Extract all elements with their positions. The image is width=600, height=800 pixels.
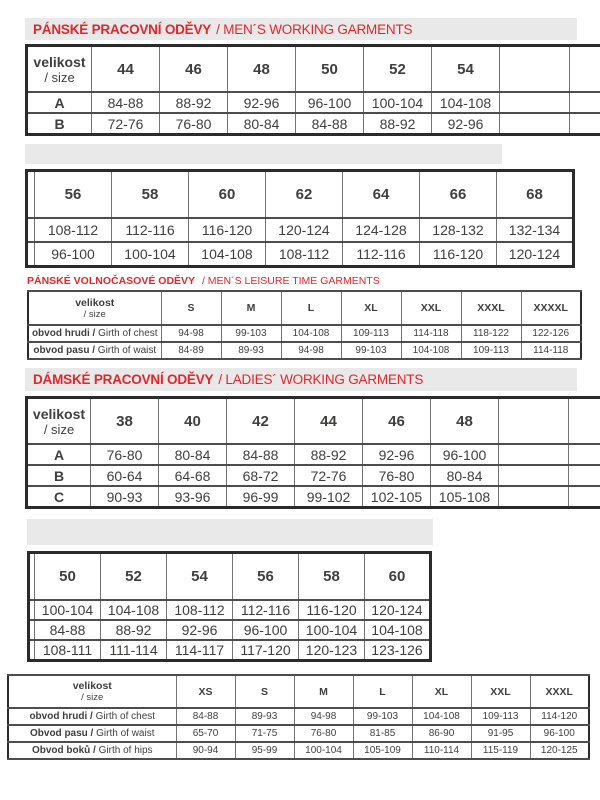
size-column-header: 58 (112, 171, 189, 219)
value-cell: 64-68 (159, 465, 227, 486)
measurement-row (28, 325, 581, 342)
size-column-header: 52 (101, 553, 167, 601)
row-label-cell: B (27, 465, 91, 486)
size-header-row (27, 46, 600, 93)
value-cell: 99-103 (341, 342, 401, 359)
clipped-column-header (499, 398, 569, 445)
value-cell: 96-100 (35, 242, 112, 267)
ladies-working-sizes-table-part1 (25, 396, 600, 509)
value-cell: 88-92 (364, 113, 432, 135)
measurement-row (27, 486, 600, 508)
table-corner-label (8, 675, 176, 708)
clipped-cell (569, 486, 600, 508)
size-column-header: 68 (497, 171, 574, 219)
value-cell: 114-120 (530, 708, 589, 725)
value-cell: 100-104 (364, 92, 432, 113)
row-label-czech: Obvod pasu / (30, 728, 94, 739)
corner-line-velikost: velikost (33, 53, 86, 70)
value-cell: 109-113 (471, 708, 530, 725)
size-header-row (28, 291, 581, 325)
mens-leisure-sizes-table (27, 290, 582, 360)
measurement-row (29, 640, 431, 661)
corner-line-size: / size (43, 421, 75, 437)
value-cell: 116-120 (189, 218, 266, 242)
value-cell: 96-100 (431, 444, 499, 465)
value-cell: 76-80 (363, 465, 431, 486)
value-cell: 96-100 (296, 92, 364, 113)
row-label-english: Girth of chest (95, 711, 156, 722)
size-header-row (27, 171, 574, 219)
value-cell: 72-76 (295, 465, 363, 486)
section-title-ladies-working (25, 368, 577, 391)
section-title-english: / MEN´S LEISURE TIME GARMENTS (201, 275, 380, 287)
mens-working-sizes-table-part1 (25, 44, 600, 136)
value-cell: 96-99 (227, 486, 295, 508)
clipped-cell (499, 486, 569, 508)
value-cell: 80-84 (228, 113, 296, 135)
value-cell: 132-134 (497, 218, 574, 242)
value-cell: 123-126 (365, 640, 431, 661)
value-cell: 71-75 (235, 725, 294, 742)
size-column-header: M (294, 675, 353, 708)
value-cell: 84-88 (176, 708, 235, 725)
value-cell: 110-114 (412, 742, 471, 759)
value-cell: 100-104 (35, 600, 101, 620)
clipped-cell (570, 113, 600, 135)
table-corner-label (27, 46, 92, 93)
size-column-header: 48 (228, 46, 296, 93)
section-title-czech: DÁMSKÉ PRACOVNÍ ODĚVY (33, 372, 214, 387)
size-column-header: M (221, 291, 281, 325)
section-title-english: / LADIES´ WORKING GARMENTS (218, 372, 424, 387)
row-label-english: Girth of waist (96, 728, 155, 739)
value-cell: 120-124 (497, 242, 574, 267)
size-column-header: XXXXL (521, 291, 581, 325)
clipped-cell (500, 92, 570, 113)
corner-line-size: / size (44, 69, 75, 85)
value-cell: 108-112 (167, 600, 233, 620)
ladies-leisure-sizes-table (7, 674, 590, 760)
measurement-row (27, 218, 574, 242)
measurement-row (27, 92, 600, 113)
value-cell: 118-122 (461, 325, 521, 342)
value-cell: 84-88 (92, 92, 160, 113)
clipped-cell (500, 113, 570, 135)
value-cell: 128-132 (420, 218, 497, 242)
value-cell: 94-98 (281, 342, 341, 359)
value-cell: 92-96 (228, 92, 296, 113)
measurement-row (8, 708, 589, 725)
value-cell: 114-118 (521, 342, 581, 359)
value-cell: 104-108 (412, 708, 471, 725)
value-cell: 100-104 (112, 242, 189, 267)
size-column-header: 50 (35, 553, 101, 601)
mens-working-sizes-table-part2 (25, 169, 575, 268)
size-column-header: XXL (401, 291, 461, 325)
measurement-row (27, 113, 600, 135)
clipped-cell (570, 92, 600, 113)
size-column-header: XL (341, 291, 401, 325)
value-cell: 76-80 (294, 725, 353, 742)
value-cell: 109-113 (461, 342, 521, 359)
value-cell: 100-104 (299, 620, 365, 640)
clipped-column-header (569, 398, 600, 445)
value-cell: 114-117 (167, 640, 233, 661)
size-column-header: 42 (227, 398, 295, 445)
value-cell: 80-84 (431, 465, 499, 486)
size-column-header: 44 (92, 46, 160, 93)
measurement-row (8, 725, 589, 742)
value-cell: 91-95 (471, 725, 530, 742)
value-cell: 100-104 (294, 742, 353, 759)
value-cell: 88-92 (295, 444, 363, 465)
value-cell: 117-120 (233, 640, 299, 661)
size-column-header: 46 (363, 398, 431, 445)
size-column-header: 58 (299, 553, 365, 601)
size-column-header: 44 (295, 398, 363, 445)
corner-line-velikost: velikost (72, 680, 112, 692)
size-column-header: 62 (266, 171, 343, 219)
size-column-header: S (235, 675, 294, 708)
ladies-working-sizes-table-part2 (27, 551, 432, 662)
value-cell: 84-88 (227, 444, 295, 465)
size-column-header: 50 (296, 46, 364, 93)
value-cell: 92-96 (363, 444, 431, 465)
value-cell: 124-128 (343, 218, 420, 242)
value-cell: 95-99 (235, 742, 294, 759)
size-column-header: 60 (365, 553, 431, 601)
value-cell: 65-70 (176, 725, 235, 742)
value-cell: 86-90 (412, 725, 471, 742)
value-cell: 89-93 (221, 342, 281, 359)
size-column-header: 54 (167, 553, 233, 601)
row-label-cell (8, 725, 176, 742)
size-column-header: L (353, 675, 412, 708)
size-column-header: 66 (420, 171, 497, 219)
row-label-czech: Obvod boků / (31, 745, 96, 756)
value-cell: 116-120 (299, 600, 365, 620)
value-cell: 90-94 (176, 742, 235, 759)
size-column-header: 52 (364, 46, 432, 93)
value-cell: 94-98 (294, 708, 353, 725)
value-cell: 72-76 (92, 113, 160, 135)
size-column-header: 56 (233, 553, 299, 601)
measurement-row (28, 342, 581, 359)
value-cell: 104-108 (432, 92, 500, 113)
value-cell: 81-85 (353, 725, 412, 742)
section-title-mens-working (25, 18, 577, 40)
value-cell: 99-102 (295, 486, 363, 508)
measurement-row (29, 620, 431, 640)
measurement-row (27, 444, 600, 465)
value-cell: 120-124 (365, 600, 431, 620)
row-label-czech: obvod pasu / (33, 345, 96, 356)
clipped-column-header (570, 46, 600, 93)
size-column-header: XS (176, 675, 235, 708)
value-cell: 88-92 (101, 620, 167, 640)
value-cell: 89-93 (235, 708, 294, 725)
size-column-header: XXXL (461, 291, 521, 325)
value-cell: 104-108 (189, 242, 266, 267)
value-cell: 109-113 (341, 325, 401, 342)
row-label-english: Girth of waist (97, 345, 157, 356)
size-header-row (29, 553, 431, 601)
size-column-header: 56 (35, 171, 112, 219)
size-header-row (8, 675, 589, 708)
value-cell: 88-92 (160, 92, 228, 113)
row-label-english: Girth of chest (98, 328, 158, 339)
value-cell: 102-105 (363, 486, 431, 508)
value-cell: 84-89 (161, 342, 221, 359)
value-cell: 84-88 (296, 113, 364, 135)
clipped-cell (499, 465, 569, 486)
row-label-czech: obvod hrudi / (31, 328, 96, 339)
size-column-header: XL (412, 675, 471, 708)
section-title-czech: PÁNSKÉ VOLNOČASOVÉ ODĚVY (27, 275, 196, 287)
row-label-cell: C (27, 486, 91, 508)
value-cell: 99-103 (221, 325, 281, 342)
value-cell: 99-103 (353, 708, 412, 725)
value-cell: 92-96 (167, 620, 233, 640)
size-column-header: 54 (432, 46, 500, 93)
size-column-header: 46 (160, 46, 228, 93)
size-column-header: L (281, 291, 341, 325)
measurement-row (27, 465, 600, 486)
value-cell: 104-108 (365, 620, 431, 640)
measurement-row (8, 742, 589, 759)
value-cell: 108-111 (35, 640, 101, 661)
value-cell: 90-93 (91, 486, 159, 508)
clipped-cell (27, 218, 35, 242)
value-cell: 96-100 (233, 620, 299, 640)
section-title-czech: PÁNSKÉ PRACOVNÍ ODĚVY (33, 21, 212, 37)
value-cell: 108-112 (266, 242, 343, 267)
row-label-cell: A (27, 444, 91, 465)
value-cell: 112-116 (112, 218, 189, 242)
clipped-cell (569, 444, 600, 465)
row-label-cell (8, 742, 176, 759)
section-title-mens-leisure (27, 275, 600, 287)
value-cell: 92-96 (432, 113, 500, 135)
size-column-header: 40 (159, 398, 227, 445)
value-cell: 104-108 (101, 600, 167, 620)
value-cell: 105-108 (431, 486, 499, 508)
clipped-cell (27, 242, 35, 267)
row-label-czech: obvod hrudi / (29, 711, 93, 722)
table-corner-label (28, 291, 161, 325)
value-cell: 112-116 (233, 600, 299, 620)
value-cell: 111-114 (101, 640, 167, 661)
value-cell: 105-109 (353, 742, 412, 759)
measurement-row (27, 242, 574, 267)
value-cell: 104-108 (401, 342, 461, 359)
size-column-header: 38 (91, 398, 159, 445)
value-cell: 80-84 (159, 444, 227, 465)
value-cell: 112-116 (343, 242, 420, 267)
size-column-header: XXXL (530, 675, 589, 708)
value-cell: 114-118 (401, 325, 461, 342)
size-header-row (27, 398, 600, 445)
value-cell: 94-98 (161, 325, 221, 342)
size-column-header: 60 (189, 171, 266, 219)
value-cell: 104-108 (281, 325, 341, 342)
value-cell: 120-125 (530, 742, 589, 759)
clipped-cell (499, 444, 569, 465)
value-cell: 108-112 (35, 218, 112, 242)
corner-line-velikost: velikost (75, 296, 115, 309)
value-cell: 60-64 (91, 465, 159, 486)
corner-line-size: / size (83, 308, 106, 320)
row-label-cell (28, 342, 161, 359)
clipped-column-header (27, 171, 35, 219)
size-column-header: S (161, 291, 221, 325)
value-cell: 76-80 (91, 444, 159, 465)
value-cell: 115-119 (471, 742, 530, 759)
section-title-english: / MEN´S WORKING GARMENTS (216, 21, 413, 37)
size-column-header: 64 (343, 171, 420, 219)
size-column-header: 48 (431, 398, 499, 445)
value-cell: 120-124 (266, 218, 343, 242)
value-cell: 116-120 (420, 242, 497, 267)
value-cell: 76-80 (160, 113, 228, 135)
row-label-cell (8, 708, 176, 725)
value-cell: 68-72 (227, 465, 295, 486)
value-cell: 120-123 (299, 640, 365, 661)
corner-line-size: / size (81, 692, 104, 703)
value-cell: 93-96 (159, 486, 227, 508)
row-label-english: Girth of hips (98, 745, 153, 756)
row-label-cell: A (27, 92, 92, 113)
spacer-band (27, 519, 433, 545)
measurement-row (29, 600, 431, 620)
corner-line-velikost: velikost (32, 405, 86, 422)
value-cell: 122-126 (521, 325, 581, 342)
size-column-header: XXL (471, 675, 530, 708)
clipped-cell (569, 465, 600, 486)
row-label-cell: B (27, 113, 92, 135)
value-cell: 96-100 (530, 725, 589, 742)
table-corner-label (27, 398, 91, 445)
spacer-band (25, 144, 502, 164)
row-label-cell (28, 325, 161, 342)
value-cell: 84-88 (35, 620, 101, 640)
clipped-column-header (500, 46, 570, 93)
